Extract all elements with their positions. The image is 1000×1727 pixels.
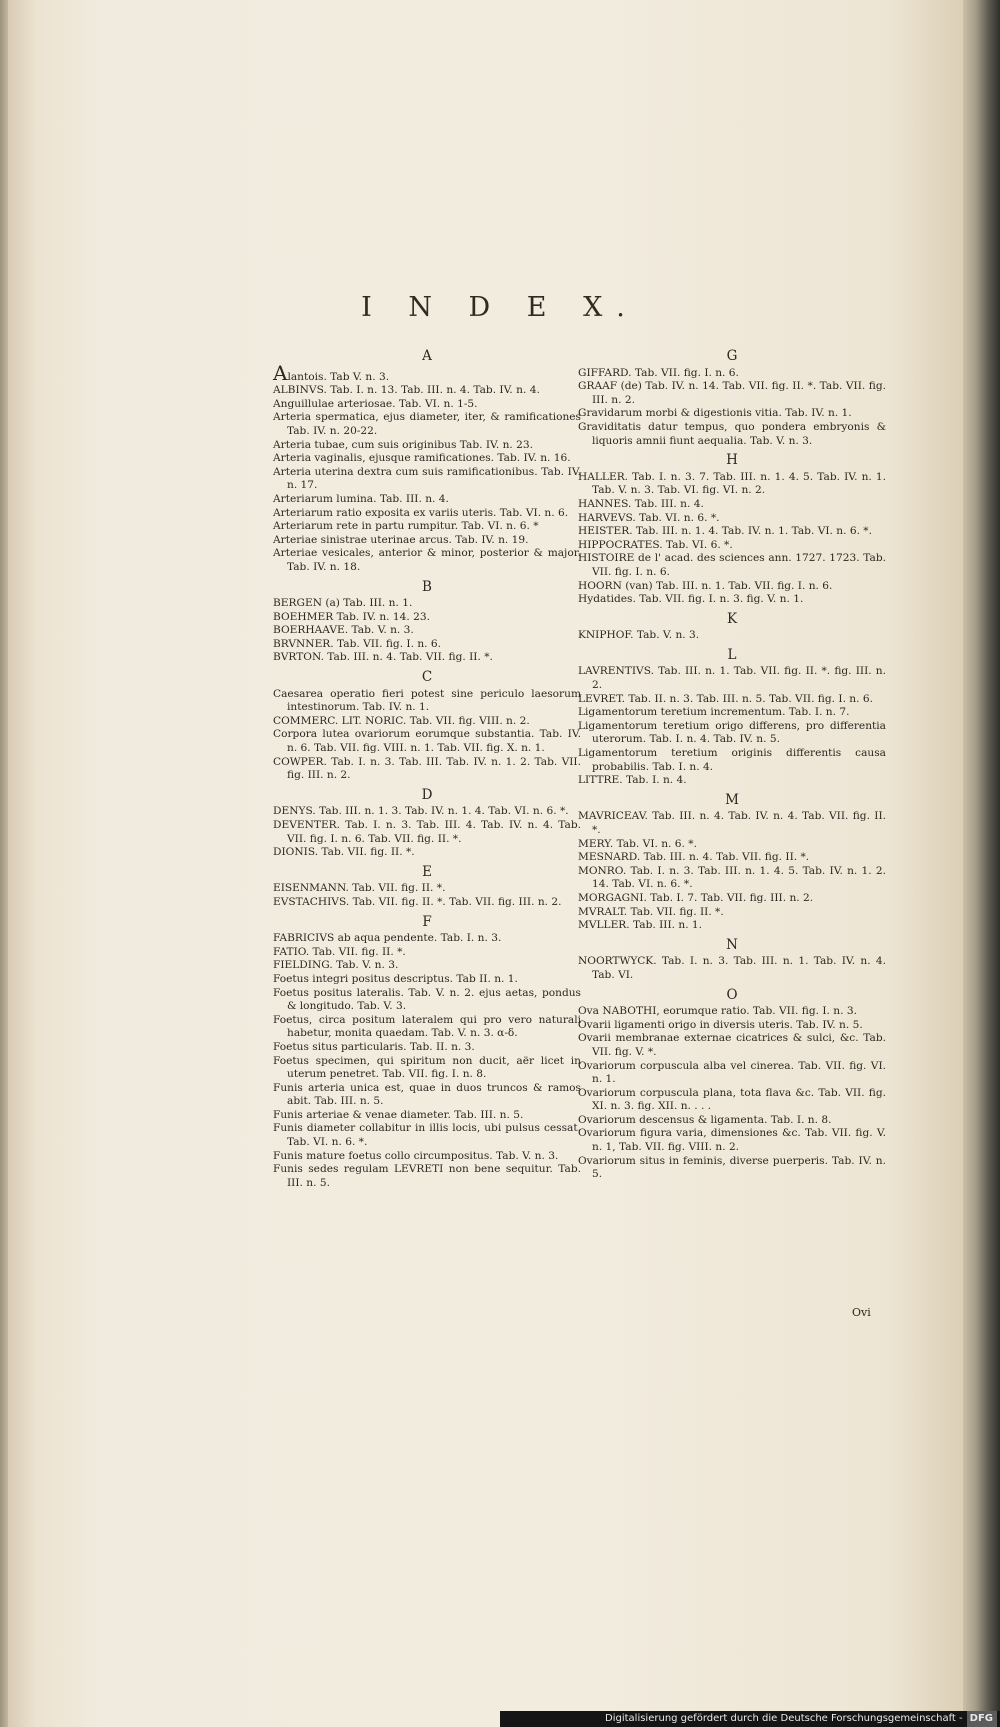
index-entry: ALBINVS. Tab. I. n. 13. Tab. III. n. 4. Tab. IV. n. 4. <box>273 384 540 397</box>
index-entry <box>273 360 581 385</box>
dfg-logo: DFG <box>967 1711 997 1727</box>
index-entry: Ovariorum descensus & ligamenta. Tab. I. n. 8. <box>578 1113 832 1126</box>
index-entry: GRAAF (de) Tab. IV. n. 14. Tab. VII. fig. II. *. Tab. VII. fig. III. n. 2. <box>578 380 886 406</box>
index-entry: Funis mature foetus collo circumpositus. Tab. V. n. 3. <box>273 1149 559 1162</box>
section-letter-a: A <box>422 348 432 364</box>
index-entry: HEISTER. Tab. III. n. 1. 4. Tab. IV. n. 1. Tab. VI. n. 6. *. <box>578 525 872 538</box>
index-entry: Arteriarum lumina. Tab. III. n. 4. <box>273 492 449 505</box>
index-entry: Funis arteria unica est, quae in duos truncos & ramos abit. Tab. III. n. 5. <box>273 1081 581 1108</box>
index-entry: Foetus, circa positum lateralem qui pro vero naturali habetur, monita quaedam. Tab. V. n. 3. α-δ. <box>273 1013 581 1040</box>
section-letter-e: E <box>422 863 432 880</box>
initial-letter: A <box>273 360 288 385</box>
index-entry: LAVRENTIVS. Tab. III. n. 1. Tab. VII. fig. II. *. fig. III. n. 2. <box>578 665 886 692</box>
index-entry: DEVENTER. Tab. I. n. 3. Tab. III. 4. Tab. IV. n. 4. Tab. VII. fig. I. n. 6. Tab. VII. fig. II. *. <box>273 819 581 845</box>
index-entry: NOORTWYCK. Tab. I. n. 3. Tab. III. n. 1. Tab. IV. n. 4. Tab. VI. <box>578 955 886 981</box>
index-entry: Ovariorum figura varia, dimensiones &c. Tab. VII. fig. V. n. 1, Tab. VII. fig. VIII. n. 2. <box>578 1127 886 1154</box>
index-entry: HANNES. Tab. III. n. 4. <box>578 497 704 510</box>
index-entry: DIONIS. Tab. VII. fig. II. *. <box>273 846 415 859</box>
index-entry: BERGEN (a) Tab. III. n. 1. <box>273 597 413 610</box>
index-entry: HOORN (van) Tab. III. n. 1. Tab. VII. fig. I. n. 6. <box>578 579 833 592</box>
index-entry: LEVRET. Tab. II. n. 3. Tab. III. n. 5. Tab. VII. fig. I. n. 6. <box>578 692 873 705</box>
entry-text: lantois. Tab V. n. 3. <box>287 370 390 383</box>
index-entry: Hydatides. Tab. VII. fig. I. n. 3. fig. V. n. 1. <box>578 593 804 606</box>
index-entry: Arteriae sinistrae uterinae arcus. Tab. IV. n. 19. <box>273 533 529 546</box>
index-entry: Anguillulae arteriosae. Tab. VI. n. 1-5. <box>273 397 478 410</box>
index-entry: HARVEVS. Tab. VI. n. 6. *. <box>578 511 720 524</box>
section-letter-f: F <box>422 913 432 930</box>
index-entry: KNIPHOF. Tab. V. n. 3. <box>578 629 700 642</box>
index-entry: Funis arteriae & venae diameter. Tab. III. n. 5. <box>273 1108 524 1121</box>
index-entry: DENYS. Tab. III. n. 1. 3. Tab. IV. n. 1. 4. Tab. VI. n. 6. *. <box>273 805 569 818</box>
index-entry: COWPER. Tab. I. n. 3. Tab. III. Tab. IV. n. 1. 2. Tab. VII. fig. III. n. 2. <box>273 755 581 782</box>
footer-text: Digitalisierung gefördert durch die Deutsche Forschungsgemeinschaft - <box>605 1713 963 1724</box>
page-edge-right <box>963 0 1000 1727</box>
index-entry: EISENMANN. Tab. VII. fig. II. *. <box>273 882 446 895</box>
index-entry: Foetus integri positus descriptus. Tab II. n. 1. <box>273 972 518 985</box>
digitization-footer <box>500 1711 1000 1727</box>
index-entry: GIFFARD. Tab. VII. fig. I. n. 6. <box>578 366 739 379</box>
index-entry: MONRO. Tab. I. n. 3. Tab. III. n. 1. 4. 5. Tab. IV. n. 1. 2. 14. Tab. VI. n. 6. *. <box>578 864 886 891</box>
index-entry: Ovarii ligamenti origo in diversis uteris. Tab. IV. n. 5. <box>578 1018 863 1031</box>
index-entry: Ligamentorum teretium originis differentis causa probabilis. Tab. I. n. 4. <box>578 747 886 773</box>
section-letter-b: B <box>422 578 432 595</box>
index-column-right <box>578 344 886 1182</box>
index-entry: FIELDING. Tab. V. n. 3. <box>273 959 399 972</box>
index-title: I N D E X. <box>361 292 639 323</box>
index-entry: COMMERC. LIT. NORIC. Tab. VII. fig. VIII. n. 2. <box>273 714 530 727</box>
section-letter-k: K <box>726 610 738 627</box>
index-entry: Funis diameter collabitur in illis locis, ubi pulsus cessat. Tab. VI. n. 6. *. <box>273 1122 581 1149</box>
index-column-left <box>273 344 581 1190</box>
index-entry: Funis sedes regulam LEVRETI non bene sequitur. Tab. III. n. 5. <box>273 1163 581 1189</box>
index-entry: MAVRICEAV. Tab. III. n. 4. Tab. IV. n. 4. Tab. VII. fig. II. *. <box>578 810 886 836</box>
section-letter-o: O <box>726 986 738 1003</box>
index-entry: Arteriarum rete in partu rumpitur. Tab. VI. n. 6. * <box>273 520 539 533</box>
section-letter-d: D <box>421 786 433 803</box>
index-entry: Arteria vaginalis, ejusque ramificationes. Tab. IV. n. 16. <box>273 452 571 465</box>
index-entry: BOERHAAVE. Tab. V. n. 3. <box>273 624 414 637</box>
index-entry: Ligamentorum teretium incrementum. Tab. I. n. 7. <box>578 706 850 719</box>
index-entry: Arteriarum ratio exposita ex variis uteris. Tab. VI. n. 6. <box>273 506 569 519</box>
index-entry: Ligamentorum teretium origo differens, pro differentia uterorum. Tab. I. n. 4. Tab. IV. n. 5. <box>578 719 886 746</box>
index-entry: Graviditatis datur tempus, quo pondera embryonis & liquoris amnii fiunt aequalia. Tab. V. n. 3. <box>578 420 886 447</box>
index-entry: HIPPOCRATES. Tab. VI. 6. *. <box>578 538 733 551</box>
index-entry: Arteria spermatica, ejus diameter, iter, & ramificationes Tab. IV. n. 20-22. <box>273 411 581 437</box>
index-entry: MVLLER. Tab. III. n. 1. <box>578 919 703 932</box>
index-entry: BVRTON. Tab. III. n. 4. Tab. VII. fig. II. *. <box>273 651 493 664</box>
index-entry: Ovariorum corpuscula alba vel cinerea. Tab. VII. fig. VI. n. 1. <box>578 1059 886 1086</box>
section-letter-n: N <box>726 936 738 953</box>
index-entry: MERY. Tab. VI. n. 6. *. <box>578 837 697 850</box>
section-letter-m: M <box>725 791 739 808</box>
index-entry: MORGAGNI. Tab. I. 7. Tab. VII. fig. III. n. 2. <box>578 891 814 904</box>
index-entry: MVRALT. Tab. VII. fig. II. *. <box>578 905 724 918</box>
section-letter-l: L <box>727 646 737 663</box>
index-entry: MESNARD. Tab. III. n. 4. Tab. VII. fig. II. *. <box>578 851 810 864</box>
index-entry: HALLER. Tab. I. n. 3. 7. Tab. III. n. 1. 4. 5. Tab. IV. n. 1. Tab. V. n. 3. Tab. VI. fig. VI. n. 2. <box>578 470 886 497</box>
section-letter-h: H <box>726 452 738 469</box>
index-entry: BRVNNER. Tab. VII. fig. I. n. 6. <box>273 637 442 650</box>
index-entry: EVSTACHIVS. Tab. VII. fig. II. *. Tab. VII. fig. III. n. 2. <box>273 895 562 908</box>
index-entry: Arteriae vesicales, anterior & minor, posterior & major. Tab. IV. n. 18. <box>273 547 581 573</box>
index-entry: Foetus positus lateralis. Tab. V. n. 2. ejus aetas, pondus & longitudo. Tab. V. 3. <box>273 986 581 1013</box>
index-entry: Corpora lutea ovariorum eorumque substantia. Tab. IV. n. 6. Tab. VII. fig. VIII. n. 1. Tab. VII. fig. X. n. 1. <box>273 728 581 755</box>
index-entry: Ova NABOTHI, eorumque ratio. Tab. VII. fig. I. n. 3. <box>578 1005 857 1018</box>
index-entry: Arteria uterina dextra cum suis ramificationibus. Tab. IV. n. 17. <box>273 465 581 492</box>
index-entry: Foetus situs particularis. Tab. II. n. 3. <box>273 1040 475 1053</box>
index-entry: Ovariorum situs in feminis, diverse puerperis. Tab. IV. n. 5. <box>578 1154 886 1181</box>
index-entry: FATIO. Tab. VII. fig. II. *. <box>273 945 406 958</box>
index-entry: Ovarii membranae externae cicatrices & sulci, &c. Tab. VII. fig. V. *. <box>578 1032 886 1058</box>
index-entry: Caesarea operatio fieri potest sine periculo laesorum intestinorum. Tab. IV. n. 1. <box>273 687 581 714</box>
index-entry: Foetus specimen, qui spiritum non ducit, aër licet in uterum penetret. Tab. VII. fig. I. n. 8. <box>273 1054 581 1081</box>
index-entry: Ovariorum corpuscula plana, tota flava &c. Tab. VII. fig. XI. n. 3. fig. XII. n. . . . <box>578 1086 886 1113</box>
index-entry: LITTRE. Tab. I. n. 4. <box>578 774 687 787</box>
index-entry: FABRICIVS ab aqua pendente. Tab. I. n. 3. <box>273 932 502 945</box>
section-letter-c: C <box>421 669 433 686</box>
catchword: Ovi <box>852 1306 871 1319</box>
index-entry: Gravidarum morbi & digestionis vitia. Tab. IV. n. 1. <box>578 407 852 420</box>
section-letter-g: G <box>726 348 738 364</box>
index-entry: Arteria tubae, cum suis originibus Tab. IV. n. 23. <box>273 438 533 451</box>
index-entry: BOEHMER Tab. IV. n. 14. 23. <box>273 610 430 623</box>
index-entry: HISTOIRE de l' acad. des sciences ann. 1727. 1723. Tab. VII. fig. I. n. 6. <box>578 552 886 578</box>
